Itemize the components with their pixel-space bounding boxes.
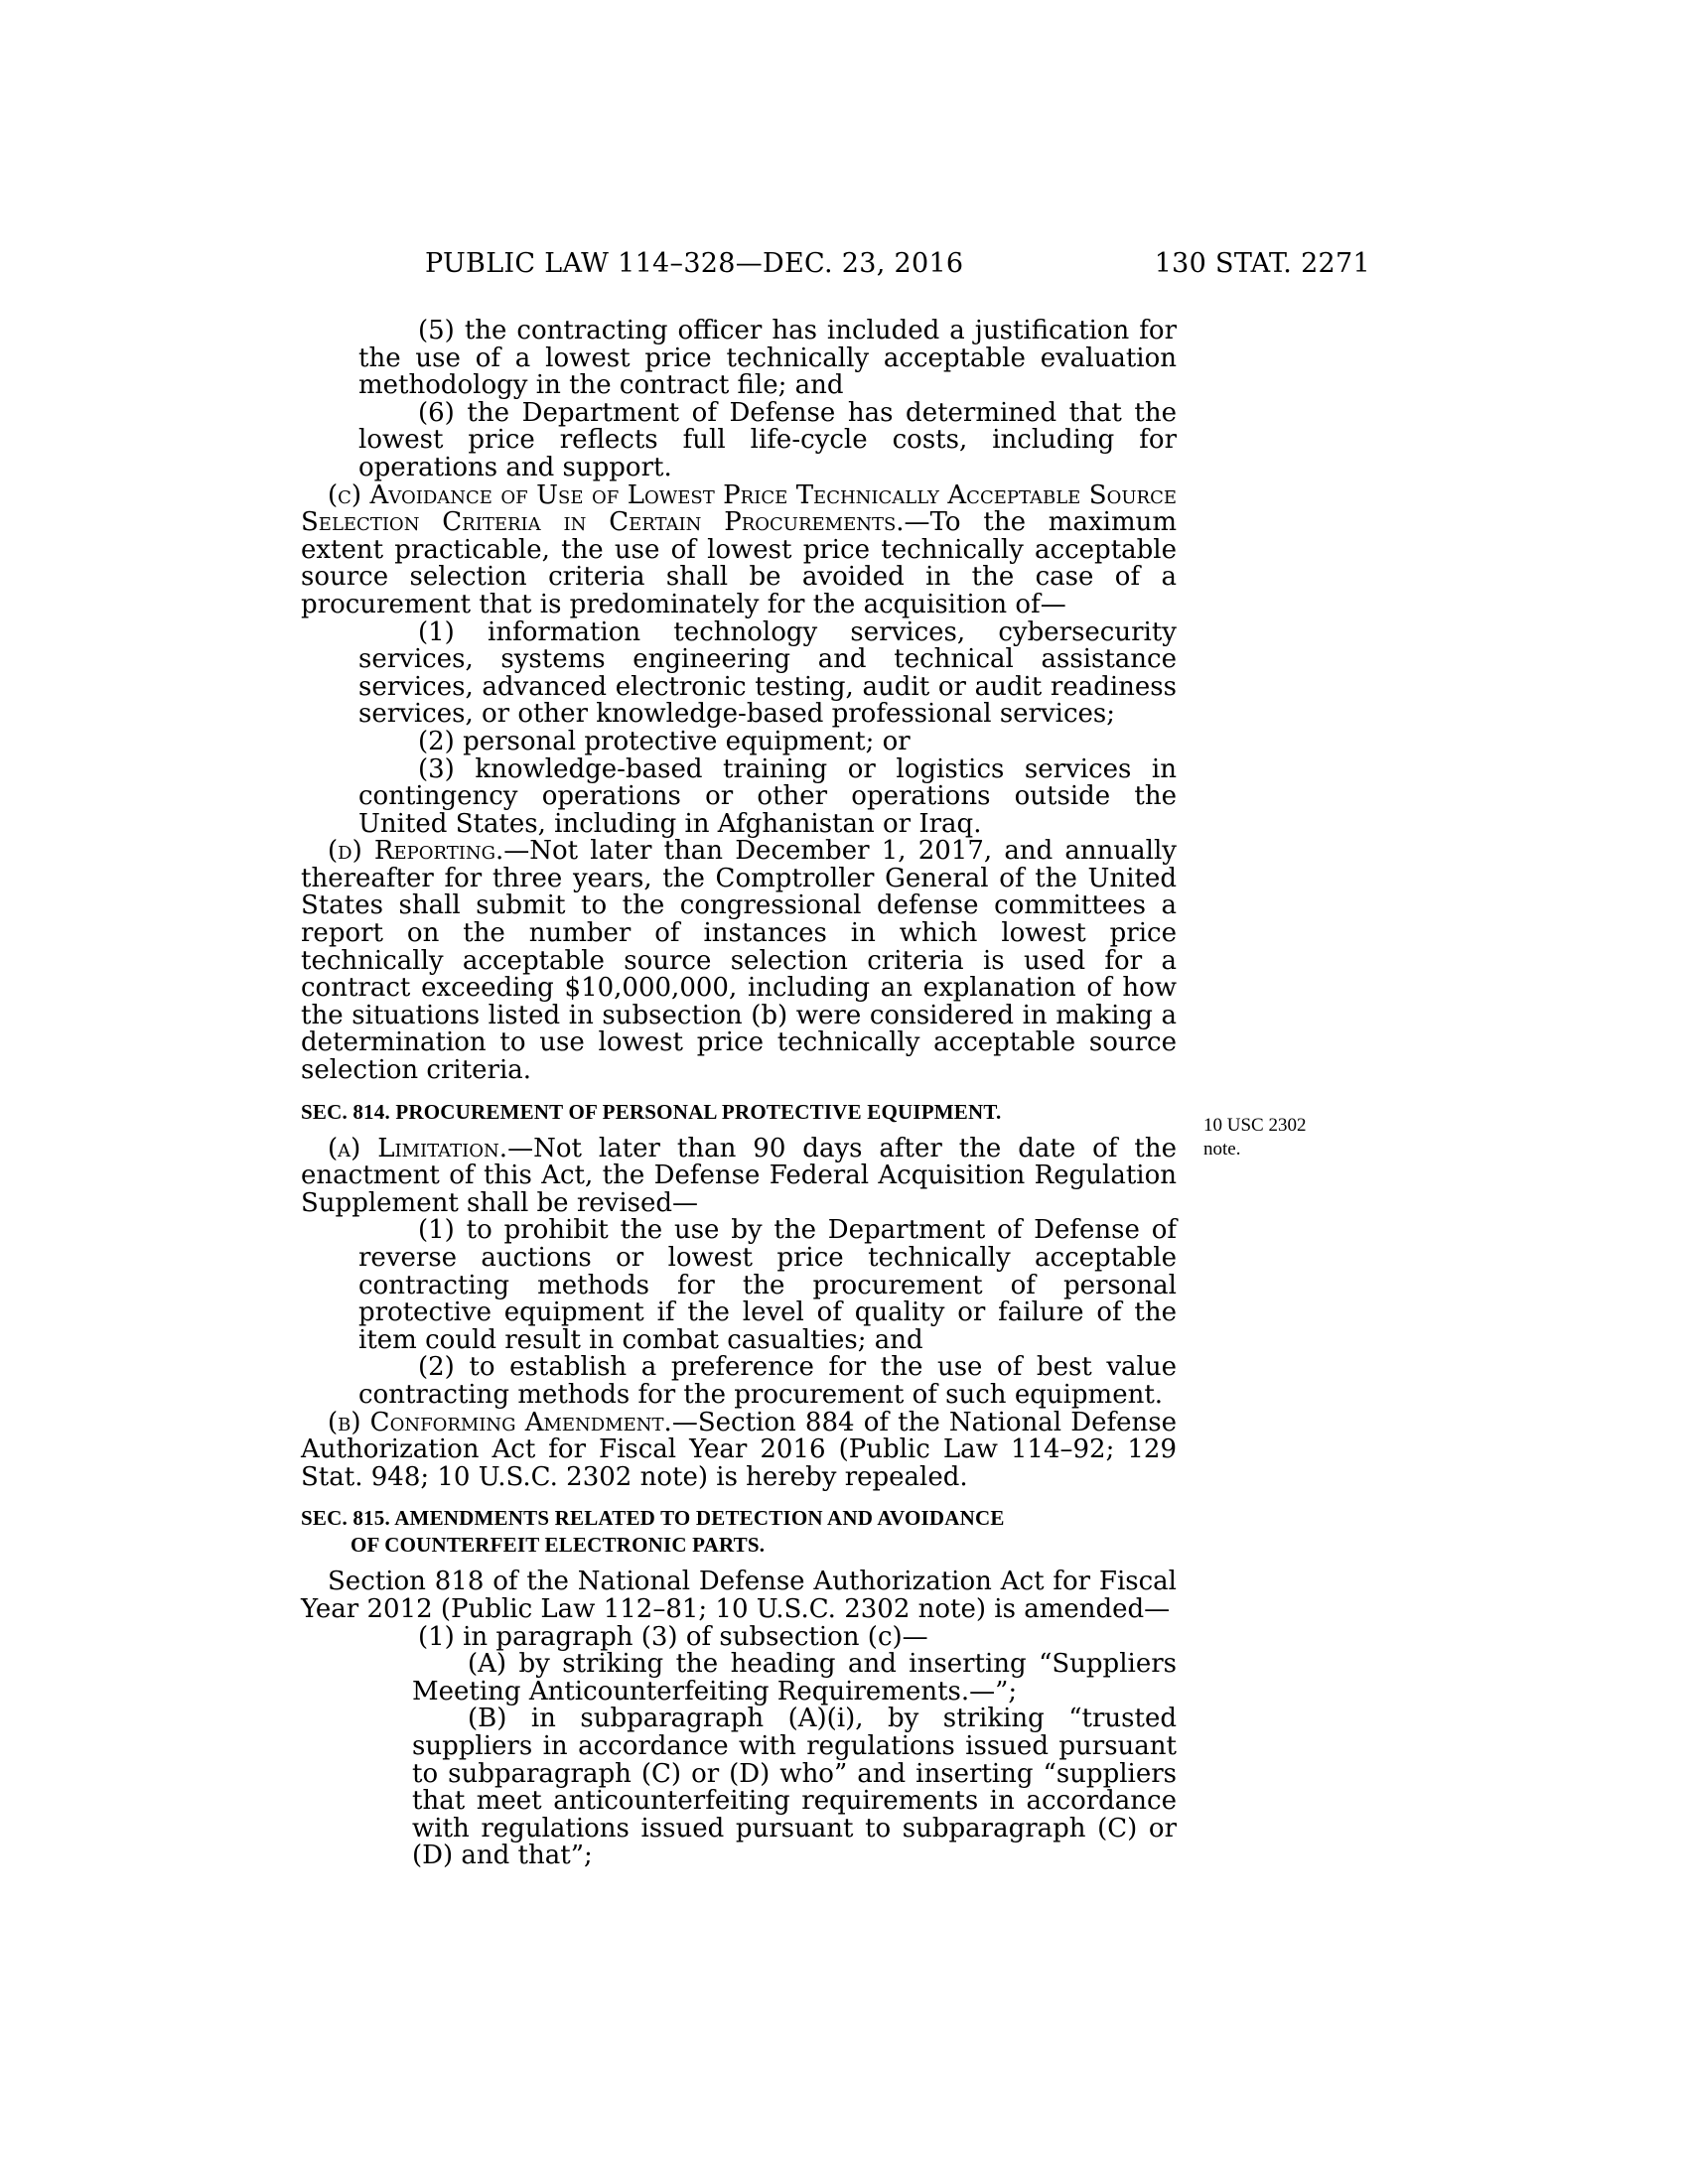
section-814-subsection-a: (a) Limitation.—Not later than 90 days after the date of the enactment of this Act, the Defense Federal Acquisition Regulation Supplement shall be revised— — [301, 1133, 1177, 1218]
section-815-intro: Section 818 of the National Defense Authorization Act for Fiscal Year 2012 (Public Law 112–81; 10 U.S.C. 2302 note) is amended— — [301, 1567, 1177, 1624]
header-title: PUBLIC LAW 114–328—DEC. 23, 2016 — [425, 248, 964, 279]
margin-note-citation: 10 USC 2302 — [1203, 1115, 1307, 1136]
paragraph-c2: (2) personal protective equipment; or — [418, 726, 911, 756]
section-814-subsection-b: (b) Conforming Amendment.—Section 884 of the National Defense Authorization Act for Fiscal Year 2016 (Public Law 114–92; 129 Stat. 948; 10 U.S.C. 2302 note) is hereby repealed. — [301, 1407, 1177, 1492]
section-815-subparagraph-b: (B) in subparagraph (A)(i), by striking “trusted suppliers in accordance with regulations issued pursuant to subparagraph (C) or (D) who” and inserting “suppliers that meet anticounterfeiting requirements in accordance with regulations issued pursuant to subparagraph (C) or (D) and that”; — [412, 1704, 1177, 1871]
section-814-paragraph-2: (2) to establish a preference for the use of best value contracting methods for the procurement of such equipment. — [358, 1352, 1177, 1410]
subsection-d: (d) Reporting.—Not later than December 1, 2017, and annually thereafter for three years, the Comptroller General of the United States shall submit to the congressional defense committees a report on the number of instances in which lowest price technically acceptable source selection criteria is used for a contract exceeding $10,000,000, including an explanation of how the situations listed in subsection (b) were considered in making a determination to use lowest price technically acceptable source selection criteria. — [301, 836, 1177, 1086]
paragraph-c1: (1) information technology services, cybersecurity services, systems engineering and technical assistance services, advanced electronic testing, audit or audit readiness services, or other knowledge-based professional services; — [358, 616, 1177, 730]
margin-note-suffix: note. — [1203, 1139, 1241, 1160]
subsection-a-heading: (a) Limitation.— — [328, 1133, 534, 1163]
section-815-subparagraph-a: (A) by striking the heading and inserting “Suppliers Meeting Anticounterfeiting Requirements.—”; — [412, 1649, 1177, 1706]
section-814-heading: SEC. 814. PROCUREMENT OF PERSONAL PROTECTIVE EQUIPMENT. — [301, 1099, 1002, 1124]
section-814-paragraph-1: (1) to prohibit the use by the Department of Defense of reverse auctions or lowest price technically acceptable contracting methods for the procurement of personal protective equipment if the level of quality or failure of the item could result in combat casualties; and — [358, 1215, 1177, 1355]
paragraph-b5: (5) the contracting officer has included a justification for the use of a lowest price technically acceptable evaluation methodology in the contract file; and — [358, 316, 1177, 401]
subsection-c: (c) Avoidance of Use of Lowest Price Technically Acceptable Source Selection Criteria in Certain Procurements.—To the maximum extent practicable, the use of lowest price technically acceptable source selection criteria shall be avoided in the case of a procurement that is predominately for the acquisition of— — [301, 479, 1177, 619]
subsection-c-heading: (c) Avoidance of Use of Lowest Price Technically Acceptable Source Selection Criteria in Certain Procurements.— — [301, 479, 1177, 538]
paragraph-c3: (3) knowledge-based training or logistics services in contingency operations or other operations outside the United States, including in Afghanistan or Iraq. — [358, 753, 1177, 839]
page-header — [298, 248, 1370, 288]
section-815-heading: SEC. 815. AMENDMENTS RELATED TO DETECTION AND AVOIDANCE OF COUNTERFEIT ELECTRONIC PARTS. — [301, 1506, 1005, 1558]
stat-page-number: 130 STAT. 2271 — [1154, 248, 1370, 279]
section-815-paragraph-1: (1) in paragraph (3) of subsection (c)— — [418, 1621, 928, 1652]
paragraph-b6: (6) the Department of Defense has determined that the lowest price reflects full life-cycle costs, including for operations and support. — [358, 397, 1177, 482]
body-text — [301, 318, 1177, 1870]
margin-note — [1203, 1114, 1306, 1161]
subsection-d-heading: (d) Reporting.— — [328, 836, 530, 867]
subsection-b-heading: (b) Conforming Amendment.— — [328, 1407, 698, 1437]
